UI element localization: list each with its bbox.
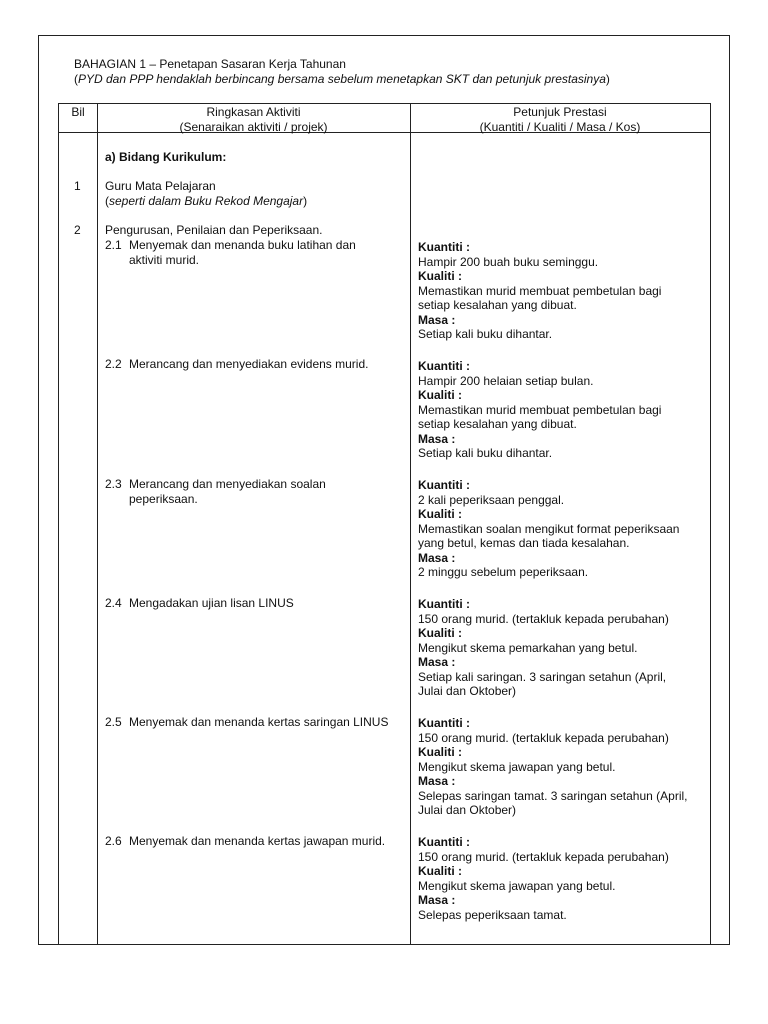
list-item: 2.1 Menyemak dan menanda buku latihan dan aktiviti murid. bbox=[105, 238, 356, 267]
section-title: a) Bidang Kurikulum: bbox=[105, 150, 227, 164]
list-item: 2.2 Merancang dan menyediakan evidens murid. bbox=[105, 357, 369, 371]
indicator-block: Kuantiti : Hampir 200 helaian setiap bulan. Kualiti : Memastikan murid membuat pembetulan bagi setiap kesalahan yang dibuat. Masa : Setiap kali buku dihantar. bbox=[418, 359, 662, 460]
item-1-text: Guru Mata Pelajaran (seperti dalam Buku Rekod Mengajar) bbox=[105, 179, 308, 208]
indicator-block: Kuantiti : 150 orang murid. (tertakluk kepada perubahan) Kualiti : Mengikut skema pemarkahan yang betul. Masa : Setiap kali saringan. 3 saringan setahun (April, Julai dan Oktober) bbox=[418, 597, 669, 698]
list-item: 2.5 Menyemak dan menanda kertas saringan LINUS bbox=[105, 715, 389, 729]
heading-subtitle: (PYD dan PPP hendaklah berbincang bersama sebelum menetapkan SKT dan petunjuk prestasinya) bbox=[74, 71, 610, 86]
table-right-border bbox=[710, 103, 711, 945]
indicator-block: Kuantiti : Hampir 200 buah buku seminggu. Kualiti : Memastikan murid membuat pembetulan bagi setiap kesalahan yang dibuat. Masa : Setiap kali buku dihantar. bbox=[418, 240, 662, 341]
table-col-divider-1 bbox=[97, 103, 98, 945]
item-1-number: 1 bbox=[74, 179, 81, 193]
item-2-number: 2 bbox=[74, 223, 81, 237]
item-2-title: Pengurusan, Penilaian dan Peperiksaan. bbox=[105, 223, 323, 237]
list-item: 2.6 Menyemak dan menanda kertas jawapan murid. bbox=[105, 834, 386, 848]
table-top-border bbox=[58, 103, 711, 104]
indicator-block: Kuantiti : 150 orang murid. (tertakluk kepada perubahan) Kualiti : Mengikut skema jawapan yang betul. Masa : Selepas peperiksaan tamat. bbox=[418, 835, 669, 922]
col-header-petunjuk: Petunjuk Prestasi (Kuantiti / Kualiti / Masa / Kos) bbox=[479, 105, 641, 134]
col-header-aktiviti: Ringkasan Aktiviti (Senaraikan aktiviti / projek) bbox=[179, 105, 328, 134]
col-header-bil: Bil bbox=[71, 105, 85, 119]
table-col-divider-2 bbox=[410, 103, 411, 945]
table-left-border bbox=[58, 103, 59, 945]
indicator-block: Kuantiti : 150 orang murid. (tertakluk kepada perubahan) Kualiti : Mengikut skema jawapan yang betul. Masa : Selepas saringan tamat. 3 saringan setahun (April, Julai dan Oktober) bbox=[418, 716, 688, 817]
indicator-block: Kuantiti : 2 kali peperiksaan penggal. Kualiti : Memastikan soalan mengikut format peperiksaan yang betul, kemas dan tiada kesalahan. Masa : 2 minggu sebelum peperiksaan. bbox=[418, 478, 680, 579]
section-heading bbox=[74, 57, 610, 86]
list-item: 2.3 Merancang dan menyediakan soalan peperiksaan. bbox=[105, 477, 326, 506]
heading-title: BAHAGIAN 1 – Penetapan Sasaran Kerja Tahunan bbox=[74, 57, 346, 71]
list-item: 2.4 Mengadakan ujian lisan LINUS bbox=[105, 596, 294, 610]
